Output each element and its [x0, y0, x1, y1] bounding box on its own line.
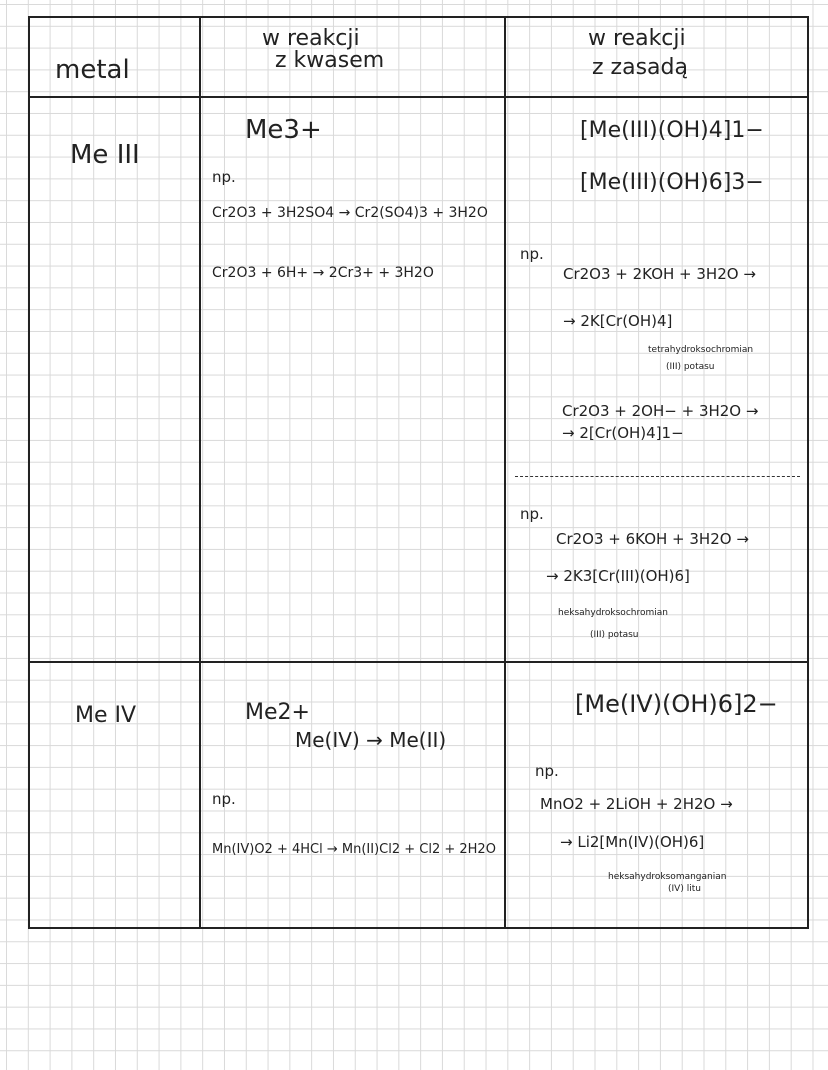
base-eq4-line1: MnO2 + 2LiOH + 2H2O →: [540, 795, 733, 813]
acid-equation-2: Cr2O3 + 6H+ → 2Cr3+ + 3H2O: [212, 265, 434, 281]
metal-me-iii: Me III: [70, 140, 140, 170]
table-border-top: [28, 16, 809, 18]
base-np-2: np.: [520, 505, 544, 523]
base-eq2-line2: → 2[Cr(OH)4]1−: [562, 424, 684, 442]
header-metal: metal: [55, 55, 130, 85]
acid-np-2: np.: [212, 790, 236, 808]
base-name2-line2: (III) potasu: [590, 630, 639, 640]
acid-equation-1: Cr2O3 + 3H2SO4 → Cr2(SO4)3 + 3H2O: [212, 205, 488, 221]
acid-equation-3: Mn(IV)O2 + 4HCl → Mn(II)Cl2 + Cl2 + 2H2O: [212, 842, 496, 857]
base-np-1: np.: [520, 245, 544, 263]
header-acid-line1: w reakcji: [262, 26, 360, 51]
acid-np: np.: [212, 168, 236, 186]
base-eq2-line1: Cr2O3 + 2OH− + 3H2O →: [562, 402, 759, 420]
header-base-line2: z zasadą: [592, 55, 688, 80]
base-eq1-line2: → 2K[Cr(OH)4]: [563, 312, 673, 330]
base-name1-line1: tetrahydroksochromian: [648, 345, 754, 355]
dashed-separator: [515, 476, 800, 477]
base-eq1-line1: Cr2O3 + 2KOH + 3H2O →: [563, 265, 756, 283]
column-divider-2: [504, 16, 506, 929]
acid-ion-2: Me2+: [245, 700, 310, 725]
base-eq4-line2: → Li2[Mn(IV)(OH)6]: [560, 833, 705, 851]
row-divider: [28, 661, 809, 663]
base-name3-line1: heksahydroksomanganian: [608, 872, 727, 882]
table-border-bottom: [28, 927, 809, 929]
base-name2-line1: heksahydroksochromian: [558, 608, 668, 618]
base-complex-1: [Me(III)(OH)4]1−: [580, 118, 764, 143]
metal-me-iv: Me IV: [75, 703, 137, 728]
acid-oxidation-change: Me(IV) → Me(II): [295, 728, 447, 752]
base-complex-3: [Me(IV)(OH)6]2−: [575, 690, 778, 718]
header-base-line1: w reakcji: [588, 26, 686, 51]
base-complex-2: [Me(III)(OH)6]3−: [580, 170, 764, 195]
table-border-left: [28, 16, 30, 929]
base-eq3-line2: → 2K3[Cr(III)(OH)6]: [546, 567, 690, 585]
column-divider-1: [199, 16, 201, 929]
table-border-right: [807, 16, 809, 929]
header-acid-line2: z kwasem: [275, 48, 385, 73]
base-name3-line2: (IV) litu: [668, 884, 701, 894]
acid-ion: Me3+: [245, 115, 322, 145]
header-divider: [28, 96, 809, 98]
base-eq3-line1: Cr2O3 + 6KOH + 3H2O →: [556, 530, 749, 548]
base-name1-line2: (III) potasu: [666, 362, 715, 372]
base-np-3: np.: [535, 762, 559, 780]
